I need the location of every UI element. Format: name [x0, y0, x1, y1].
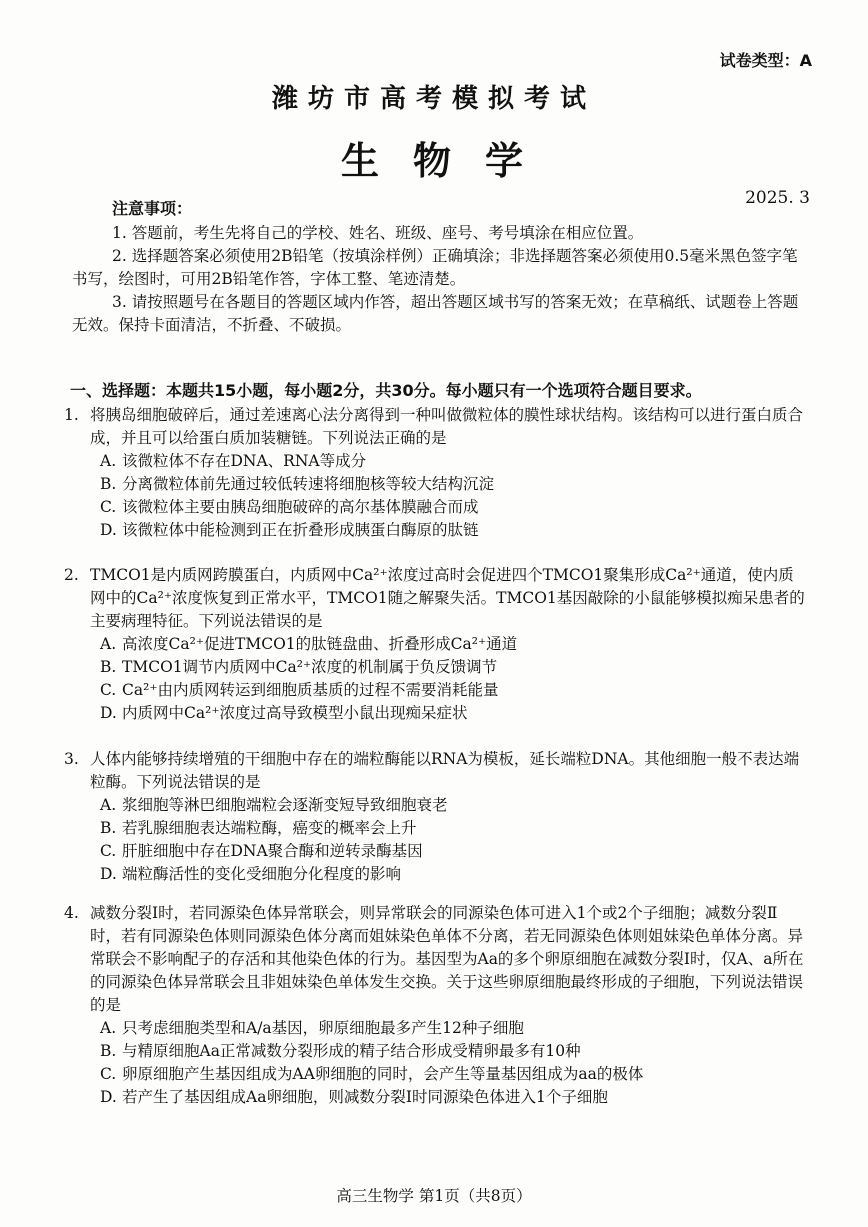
option-c: Ca²⁺由内质网转运到细胞质基质的过程不需要消耗能量 [122, 681, 499, 699]
question-2 [64, 564, 808, 725]
option-d: 若产生了基因组成Aa卵细胞，则减数分裂Ⅰ时同源染色体进入1个子细胞 [122, 1088, 608, 1106]
question-number: 4. [64, 904, 79, 922]
section-heading: 一、选择题：本题共15小题，每小题2分，共30分。每小题只有一个选项符合题目要求。 [70, 381, 702, 400]
option-c: 肝脏细胞中存在DNA聚合酶和逆转录酶基因 [122, 842, 423, 860]
question-number: 2. [64, 566, 79, 584]
option-b: 与精原细胞Aa正常减数分裂形成的精子结合形成受精卵最多有10种 [122, 1042, 581, 1060]
option-label: A. [100, 1019, 117, 1037]
option-label: C. [100, 498, 117, 516]
page-footer: 高三生物学 第1页（共8页） [336, 1187, 532, 1205]
question-stem: 人体内能够持续增殖的干细胞中存在的端粒酶能以RNA为模板，延长端粒DNA。其他细胞一般不表达端粒酶。下列说法错误的是 [90, 750, 800, 791]
option-a: 该微粒体不存在DNA、RNA等成分 [122, 452, 367, 470]
exam-date: 2025. 3 [745, 188, 810, 208]
option-a: 只考虑细胞类型和A/a基因，卵原细胞最多产生12种子细胞 [122, 1019, 524, 1037]
question-number: 3. [64, 750, 79, 768]
option-b: 分离微粒体前先通过较低转速将细胞核等较大结构沉淀 [122, 475, 495, 493]
option-d: 内质网中Ca²⁺浓度过高导致模型小鼠出现痴呆症状 [122, 704, 468, 722]
subject-title: 生物学 [340, 138, 557, 183]
option-label: C. [100, 842, 117, 860]
question-number: 1. [64, 406, 79, 424]
paper-type: 试卷类型：A [719, 51, 812, 70]
question-stem: 减数分裂Ⅰ时，若同源染色体异常联会，则异常联会的同源染色体可进入1个或2个子细胞；减数分裂Ⅱ时，若有同源染色体则同源染色体分离而姐妹染色单体不分离，若无同源染色体则姐妹染色单体分离。异常联会不影响配子的存活和其他染色体的行为。基因型为Aa的多个卵原细胞在减数分裂Ⅰ时，仅A、a所在的同源染色体异常联会且非姐妹染色单体发生交换。关于这些卵原细胞最终形成的子细胞，下列说法错误的是 [90, 904, 804, 1014]
question-stem: TMCO1是内质网跨膜蛋白，内质网中Ca²⁺浓度过高时会促进四个TMCO1聚集形成Ca²⁺通道，使内质网中的Ca²⁺浓度恢复到正常水平，TMCO1随之解聚失活。TMCO1基因敲除的小鼠能够模拟痴呆患者的主要病理特征。下列说法错误的是 [90, 566, 805, 630]
option-label: A. [100, 452, 117, 470]
option-label: B. [100, 658, 117, 676]
option-d: 端粒酶活性的变化受细胞分化程度的影响 [122, 865, 402, 883]
option-label: D. [100, 704, 117, 722]
option-d: 该微粒体中能检测到正在折叠形成胰蛋白酶原的肽链 [122, 521, 479, 539]
option-label: A. [100, 796, 117, 814]
option-b: 若乳腺细胞表达端粒酶，癌变的概率会上升 [122, 819, 417, 837]
option-label: A. [100, 635, 117, 653]
option-label: B. [100, 819, 117, 837]
option-c: 该微粒体主要由胰岛细胞破碎的高尔基体膜融合而成 [122, 498, 479, 516]
question-4 [64, 902, 808, 1109]
notice-heading: 注意事项： [112, 199, 193, 218]
option-label: B. [100, 475, 117, 493]
option-b: TMCO1调节内质网中Ca²⁺浓度的机制属于负反馈调节 [122, 658, 498, 676]
option-label: D. [100, 1088, 117, 1106]
option-a: 浆细胞等淋巴细胞端粒会逐渐变短导致细胞衰老 [122, 796, 448, 814]
option-label: B. [100, 1042, 117, 1060]
option-label: C. [100, 681, 117, 699]
notice-item-1: 1. 答题前，考生先将自己的学校、姓名、班级、座号、考号填涂在相应位置。 [112, 224, 644, 242]
question-3 [64, 748, 808, 886]
option-label: C. [100, 1065, 117, 1083]
option-label: D. [100, 521, 117, 539]
question-stem: 将胰岛细胞破碎后，通过差速离心法分离得到一种叫做微粒体的膜性球状结构。该结构可以进行蛋白质合成，并且可以给蛋白质加装糖链。下列说法正确的是 [90, 406, 804, 447]
notice-item-2: 2. 选择题答案必须使用2B铅笔（按填涂样例）正确填涂；非选择题答案必须使用0.5毫米黑色签字笔书写，绘图时，可用2B铅笔作答，字体工整、笔迹清楚。 [72, 247, 798, 288]
option-a: 高浓度Ca²⁺促进TMCO1的肽链盘曲、折叠形成Ca²⁺通道 [122, 635, 518, 653]
option-label: D. [100, 865, 117, 883]
exam-title: 潍坊市高考模拟考试 [271, 84, 596, 114]
option-c: 卵原细胞产生基因组成为AA卵细胞的同时，会产生等量基因组成为aa的极体 [122, 1065, 644, 1083]
notice-list [72, 222, 812, 337]
question-1 [64, 404, 808, 542]
notice-item-3: 3. 请按照题号在各题目的答题区域内作答，超出答题区域书写的答案无效；在草稿纸、试题卷上答题无效。保持卡面清洁，不折叠、不破损。 [72, 293, 799, 334]
